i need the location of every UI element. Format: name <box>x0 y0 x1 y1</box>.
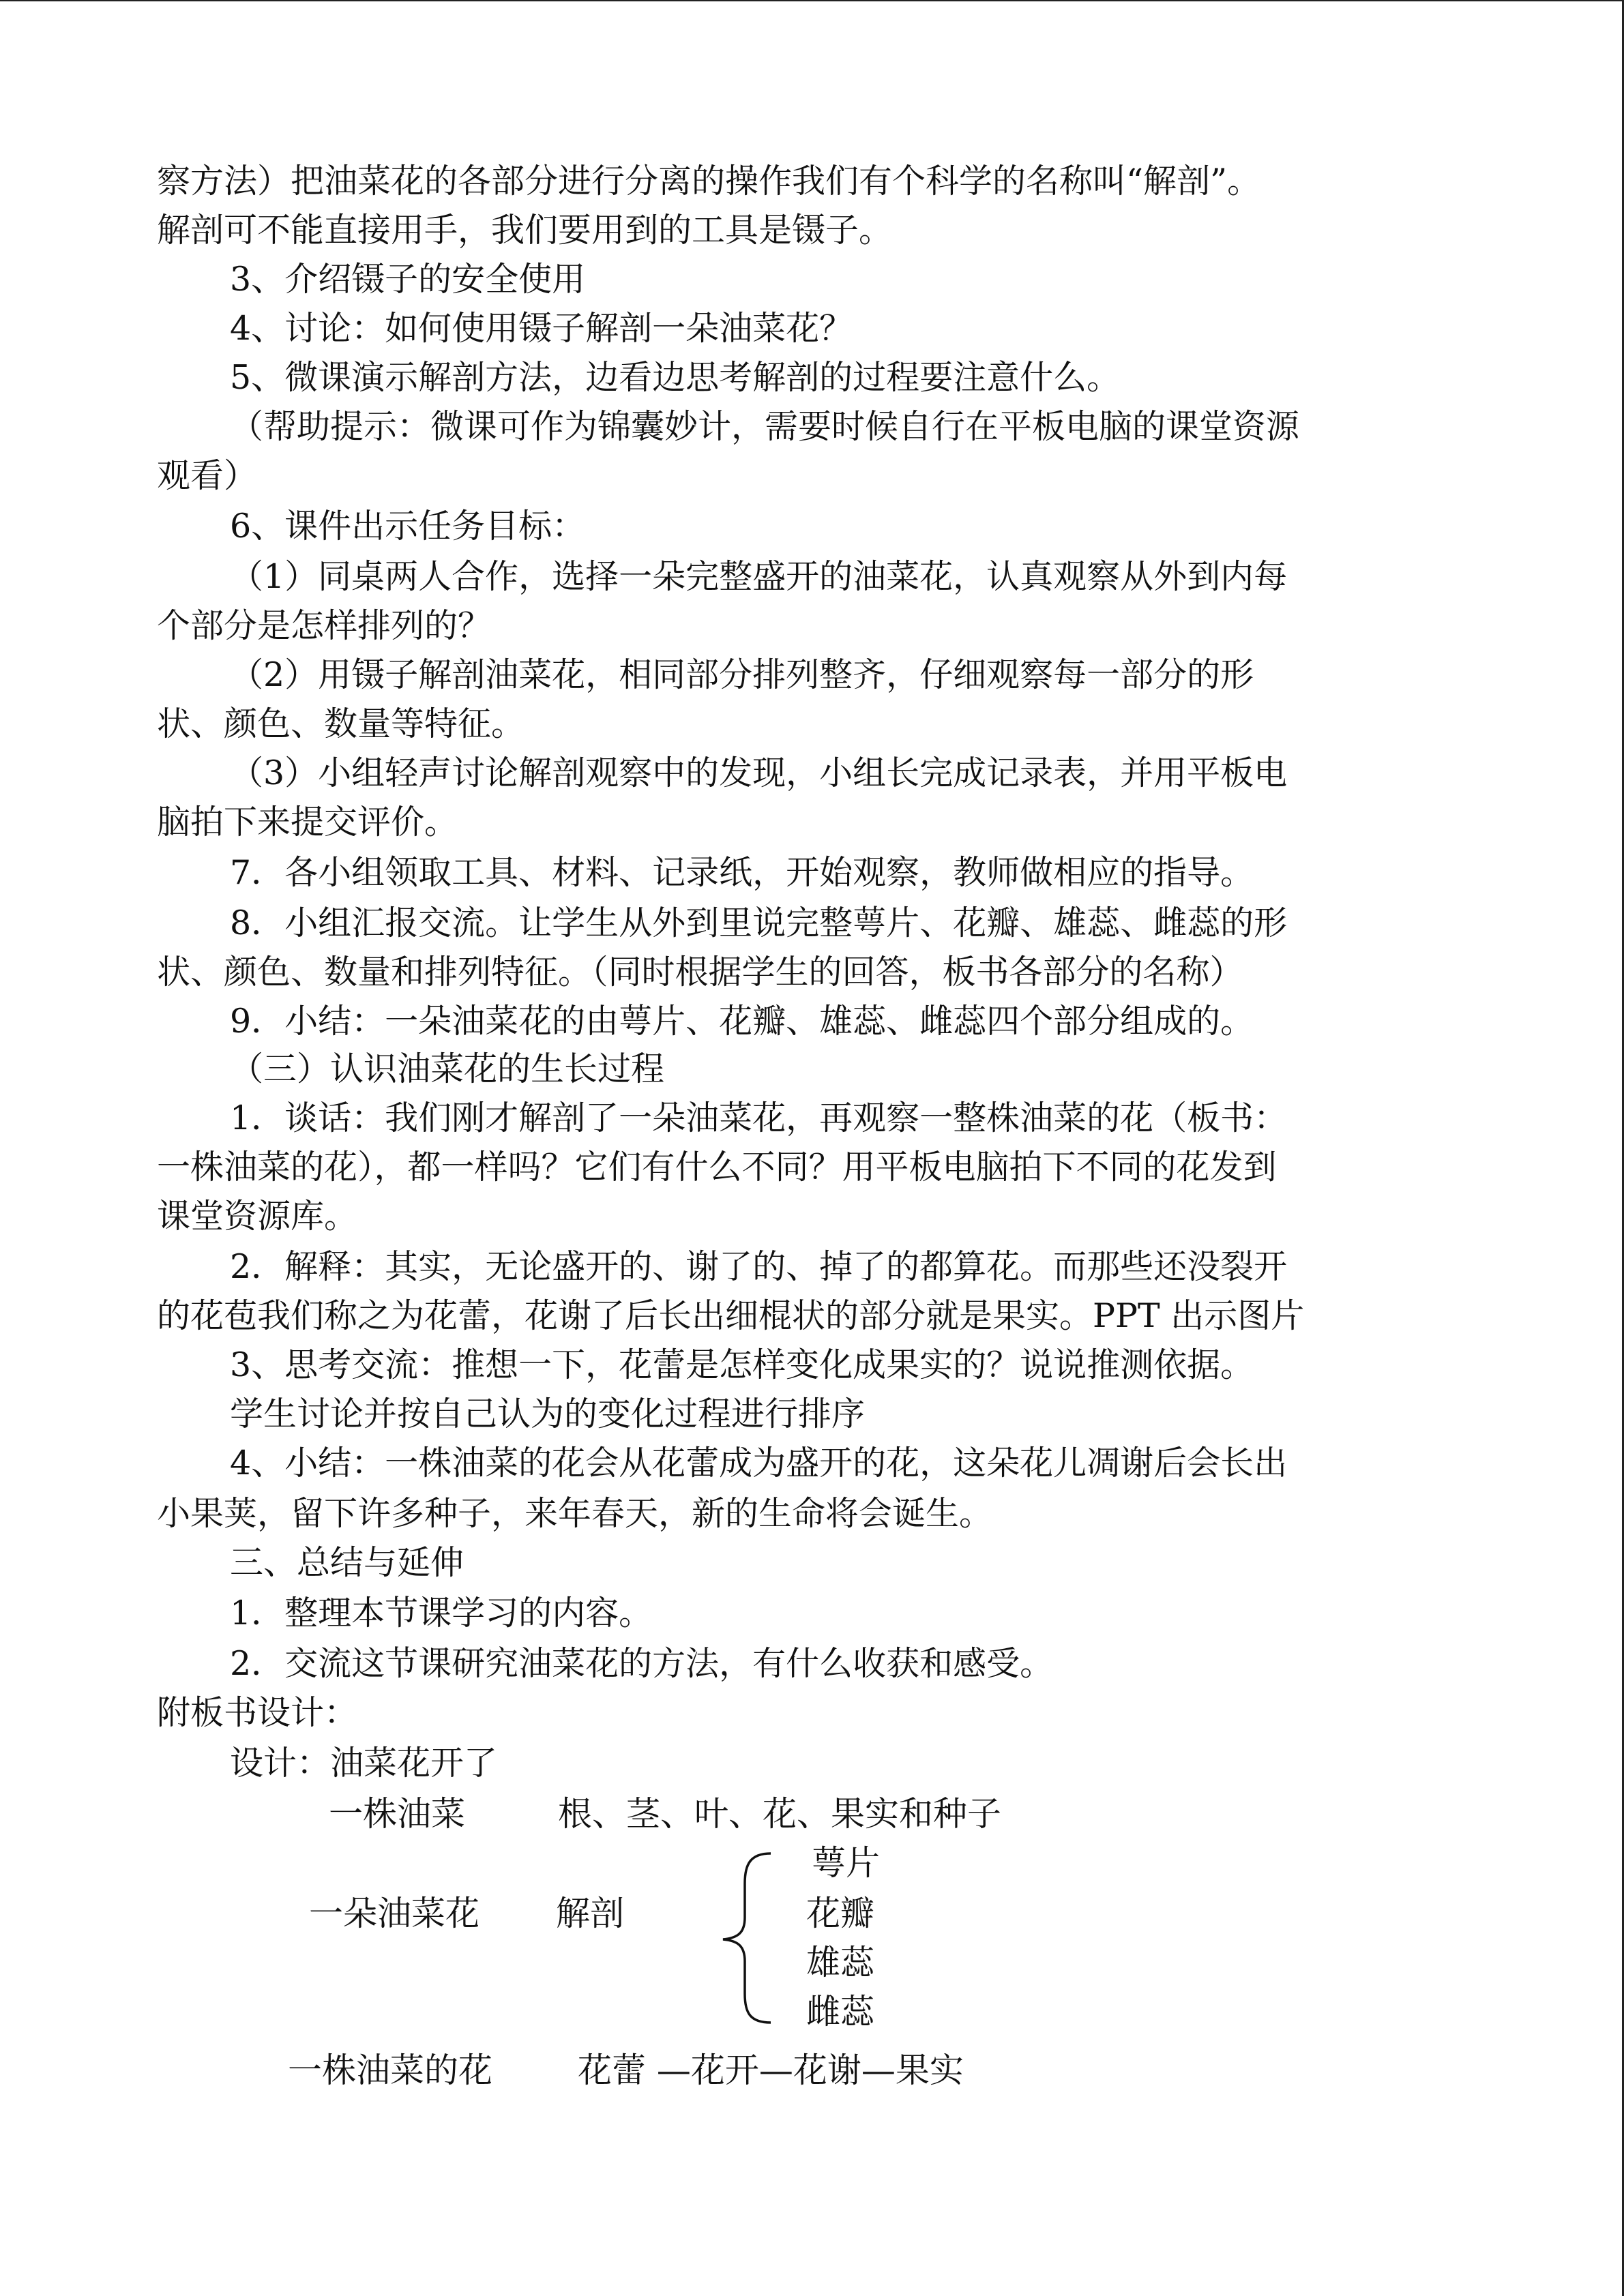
text-line: 6、课件出示任务目标： <box>230 507 586 546</box>
text-line: 3、介绍镊子的安全使用 <box>230 260 586 299</box>
text-line: 8．小组汇报交流。让学生从外到里说完整萼片、花瓣、雄蕊、雌蕊的形 <box>230 904 1288 942</box>
board-plant-parts: 根、茎、叶、花、果实和种子 <box>558 1794 1001 1834</box>
board-whole-plant: 一株油菜 <box>329 1794 465 1834</box>
curly-brace-icon <box>703 1849 778 2027</box>
text-line: （2）用镊子解剖油菜花，相同部分排列整齐，仔细观察每一部分的形 <box>230 655 1254 694</box>
board-growth-sequence: 花蕾 —花开—花谢—果实 <box>578 2051 964 2090</box>
text-line: 1．整理本节课学习的内容。 <box>230 1594 653 1632</box>
board-single-flower: 一朵油菜花 <box>309 1894 479 1933</box>
text-line: 状、颜色、数量等特征。 <box>157 704 525 743</box>
text-line: 脑拍下来提交评价。 <box>157 803 458 841</box>
text-line: 小果荚，留下许多种子，来年春天，新的生命将会诞生。 <box>157 1494 993 1533</box>
text-line: （帮助提示：微课可作为锦囊妙计，需要时候自行在平板电脑的课堂资源 <box>230 407 1300 446</box>
text-line: 课堂资源库。 <box>157 1197 358 1236</box>
text-line: 的花苞我们称之为花蕾，花谢了后长出细棍状的部分就是果实。PPT 出示图片 <box>157 1296 1305 1335</box>
text-line: （1）同桌两人合作，选择一朵完整盛开的油菜花，认真观察从外到内每 <box>230 557 1288 596</box>
text-line: 4、小结：一株油菜的花会从花蕾成为盛开的花，这朵花儿凋谢后会长出 <box>230 1444 1288 1482</box>
text-line: 7．各小组领取工具、材料、记录纸，开始观察，教师做相应的指导。 <box>230 853 1254 892</box>
board-plant-flowers: 一株油菜的花 <box>288 2051 492 2090</box>
text-line: 一株油菜的花），都一样吗？它们有什么不同？用平板电脑拍下不同的花发到 <box>157 1148 1277 1187</box>
board-part-pistil: 雌蕊 <box>806 1992 874 2031</box>
text-line: 状、颜色、数量和排列特征。（同时根据学生的回答，板书各部分的名称） <box>157 953 1243 992</box>
board-dissect: 解剖 <box>556 1894 624 1933</box>
text-line: 5、微课演示解剖方法，边看边思考解剖的过程要注意什么。 <box>230 358 1121 397</box>
board-part-petal: 花瓣 <box>806 1894 874 1933</box>
text-line: 个部分是怎样排列的？ <box>157 606 492 645</box>
board-part-stamen: 雄蕊 <box>806 1943 874 1982</box>
text-line: 观看） <box>157 456 258 495</box>
text-line: 3、思考交流：推想一下，花蕾是怎样变化成果实的？说说推测依据。 <box>230 1345 1254 1384</box>
text-line: 学生讨论并按自己认为的变化过程进行排序 <box>230 1395 866 1433</box>
section-heading: （三）认识油菜花的生长过程 <box>230 1049 665 1088</box>
board-title: 设计：油菜花开了 <box>230 1744 498 1783</box>
text-line: 9．小结：一朵油菜花的由萼片、花瓣、雄蕊、雌蕊四个部分组成的。 <box>230 1002 1254 1041</box>
text-line: 解剖可不能直接用手，我们要用到的工具是镊子。 <box>157 211 893 250</box>
text-line: 2．解释：其实，无论盛开的、谢了的、掉了的都算花。而那些还没裂开 <box>230 1247 1288 1286</box>
board-part-sepal: 萼片 <box>812 1843 880 1883</box>
text-line: （3）小组轻声讨论解剖观察中的发现，小组长完成记录表，并用平板电 <box>230 754 1288 792</box>
text-line: 1．谈话：我们刚才解剖了一朵油菜花，再观察一整株油菜的花（板书： <box>230 1099 1288 1137</box>
page-border-top <box>0 0 1624 1</box>
text-line: 4、讨论：如何使用镊子解剖一朵油菜花？ <box>230 309 853 348</box>
text-line: 附板书设计： <box>157 1693 358 1732</box>
text-line: 2．交流这节课研究油菜花的方法，有什么收获和感受。 <box>230 1644 1054 1683</box>
text-line: 察方法）把油菜花的各部分进行分离的操作我们有个科学的名称叫“解剖”。 <box>157 162 1261 200</box>
section-heading: 三、总结与延伸 <box>230 1543 464 1582</box>
